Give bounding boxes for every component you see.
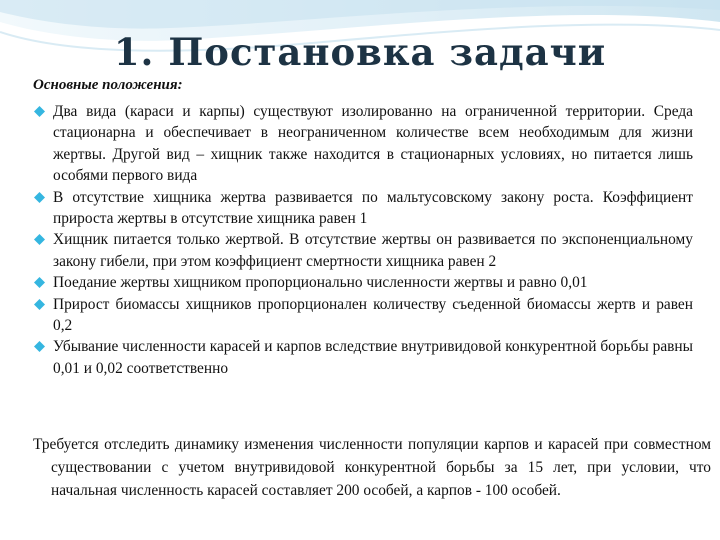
page-title: 1. Постановка задачи (113, 30, 607, 74)
diamond-bullet-icon (34, 277, 45, 288)
bullet-item (33, 101, 693, 187)
bullet-item (33, 187, 693, 230)
bullet-text: Поедание жертвы хищником пропорционально численности жертвы и равно 0,01 (53, 274, 588, 292)
diamond-bullet-icon (34, 341, 45, 352)
bullet-text: В отсутствие хищника жертва развивается по мальтусовскому закону роста. Коэффициент прироста жертвы в отсутствие хищника равен 1 (53, 188, 693, 228)
bullet-list (33, 101, 693, 379)
bullet-item (33, 272, 693, 293)
bullet-item (33, 294, 693, 337)
bullet-text: Прирост биомассы хищников пропорционален количеству съеденной биомассы жертв и равен 0,2 (53, 295, 693, 335)
bullet-item (33, 336, 693, 379)
bullet-text: Убывание численности карасей и карпов вследствие внутривидовой конкурентной борьбы равны 0,01 и 0,02 соответственно (53, 338, 693, 377)
bullet-item (33, 229, 693, 272)
diamond-bullet-icon (34, 106, 45, 117)
diamond-bullet-icon (34, 192, 45, 203)
task-statement: Требуется отследить динамику изменения численности популяции карпов и карасей при совместном существовании с учетом внутривидовой конкурентной борьбы за 15 лет, при условии, что начальная численность карасей составляет 200 особей, а карпов - 100 особей. (33, 436, 711, 499)
bullet-text: Хищник питается только жертвой. В отсутствие жертвы он развивается по экспоненциальному закону гибели, при этом коэффициент смертности хищника равен 2 (53, 231, 693, 270)
section-subtitle: Основные положения: (33, 77, 183, 93)
diamond-bullet-icon (34, 234, 45, 245)
diamond-bullet-icon (34, 299, 45, 310)
bullet-text: Два вида (караси и карпы) существуют изолированно на ограниченной территории. Среда стационарна и обеспечивает в неограниченном количестве всем необходимым для жизни жертвы. Другой вид – хищник также находится в стационарных условиях, но питается лишь особями первого вида (53, 103, 693, 185)
